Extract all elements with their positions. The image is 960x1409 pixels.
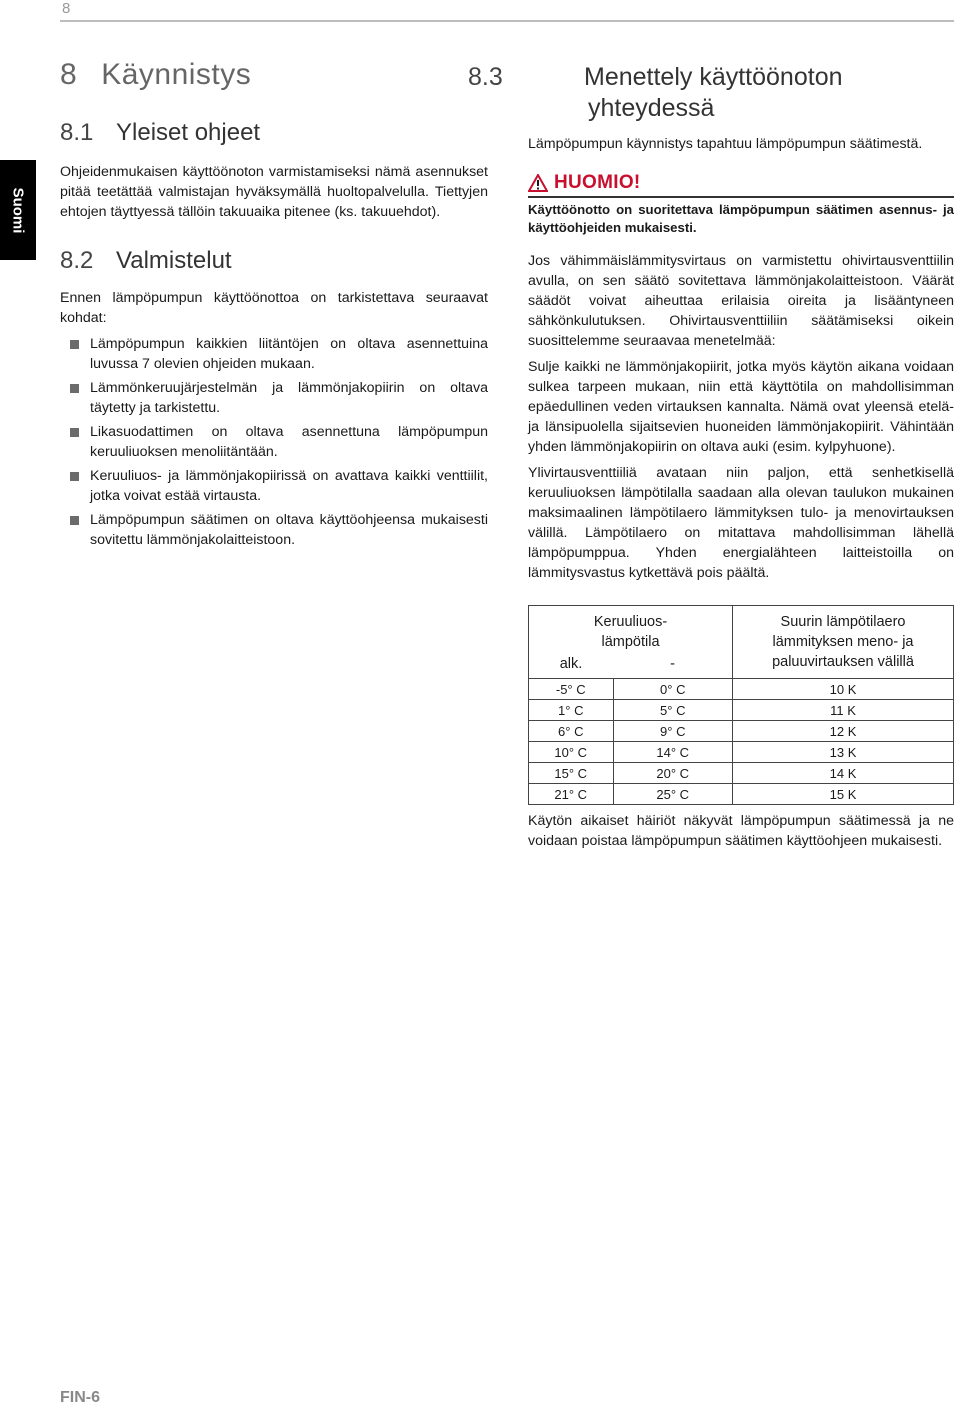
notice-text: Käyttöönotto on suoritettava lämpöpumpun säätimen asennus- ja käyttöohjeiden mukaisesti.	[528, 202, 954, 235]
chapter-title	[60, 58, 488, 92]
list-item: Keruuliuos- ja lämmönjakopiirissä on avattava kaikki venttiilit, jotka voivat estää virtausta.	[60, 466, 488, 506]
section-8-1-title: Yleiset ohjeet	[116, 119, 261, 146]
section-8-3-intro: Lämpöpumpun käynnistys tapahtuu lämpöpumpun säätimestä.	[528, 136, 923, 152]
section-8-2-heading	[60, 246, 488, 276]
table-row: -5° C 0° C 10 K	[529, 679, 954, 700]
section-8-1-heading	[60, 118, 488, 148]
table-header-max-difference: Suurin lämpötilaero lämmityksen meno- ja paluuvirtauksen välillä	[733, 606, 954, 679]
list-item: Likasuodattimen on oltava asennettuna lämpöpumpun keruuliuoksen menoliitäntään.	[60, 422, 488, 462]
warning-triangle-icon	[528, 174, 548, 192]
chapter-number: 8	[60, 58, 78, 91]
square-bullet-icon	[70, 428, 79, 437]
list-item: Lämmönkeruujärjestelmän ja lämmönjakopiirin on oltava täytetty ja tarkistettu.	[60, 378, 488, 418]
section-8-3-title: Menettely käyttöönoton yhteydessä	[584, 63, 843, 122]
table-header-to: -	[613, 653, 733, 679]
table-header-from: alk.	[529, 653, 614, 679]
temperature-difference-table	[528, 605, 954, 805]
section-8-3-heading	[468, 62, 954, 124]
language-tab	[0, 160, 36, 260]
paragraph-overflow-valve: Ylivirtausventtiiliä avataan niin paljon, että senhetkisellä keruuliuoksen lämpötilalla saadaan alla olevan taulukon mukainen maksimaalinen lämpötilaero lämmityksen tulo- ja menovirtauksen välillä. Lämpötilaero on mitattava mahdollisimman lähellä lämpöpumppua. Yhden energialähteen laitteistoilla on lämmitysvastus kytkettävä pois päältä.	[528, 465, 954, 581]
square-bullet-icon	[70, 516, 79, 525]
notice-rule	[528, 196, 954, 198]
section-8-2-title: Valmistelut	[116, 247, 232, 274]
table-row: 21° C 25° C 15 K	[529, 784, 954, 805]
square-bullet-icon	[70, 340, 79, 349]
notice-title: HUOMIO!	[554, 172, 641, 193]
closing-paragraph: Käytön aikaiset häiriöt näkyvät lämpöpumpun säätimessä ja ne voidaan poistaa lämpöpumpun säätimen käyttöohjeen mukaisesti.	[528, 813, 954, 849]
section-8-3-number: 8.3	[468, 63, 503, 91]
language-tab-label: Suomi	[9, 187, 27, 233]
list-item: Lämpöpumpun kaikkien liitäntöjen on oltava asennettuina luvussa 7 olevien ohjeiden mukaan.	[60, 334, 488, 374]
section-8-2-number: 8.2	[60, 247, 94, 274]
square-bullet-icon	[70, 384, 79, 393]
paragraph-bypass-valve: Jos vähimmäislämmitysvirtaus on varmistettu ohivirtausventtiilin avulla, on sen säätö sovitettava lämmönjakolaitteistoon. Väärät säädöt voivat aiheuttaa erilaisia oireita ja lisääntyneen sähkönkulutuksen. Ohivirtausventtiiliin säätämiseksi oikein suosittelemme seuraavaa menetelmää:	[528, 253, 954, 349]
paragraph-close-circuits: Sulje kaikki ne lämmönjakopiirit, jotka myös käytön aikana voidaan sulkea tarpeen mukaan, niin että käyttötila on mahdollisimman epäedullinen veden virtauksen kannalta. Nämä ovat yleensä etelä- ja länsipuolella sijaitsevien huoneiden lämmönjakopiirit. Vähintään yhden lämmönjakopiirin on oltava auki (esim. kylpyhuone).	[528, 359, 954, 455]
square-bullet-icon	[70, 472, 79, 481]
table-row: 6° C 9° C 12 K	[529, 721, 954, 742]
table-row: 10° C 14° C 13 K	[529, 742, 954, 763]
notice-header	[528, 172, 954, 194]
table-row: 1° C 5° C 11 K	[529, 700, 954, 721]
table-header-brine-temperature: Keruuliuos- lämpötila	[529, 606, 733, 654]
header-rule	[60, 20, 954, 22]
table-row: 15° C 20° C 14 K	[529, 763, 954, 784]
left-column	[60, 58, 488, 554]
right-column	[468, 58, 954, 851]
section-8-2-intro: Ennen lämpöpumpun käyttöönottoa on tarkistettava seuraavat kohdat:	[60, 290, 488, 326]
section-8-1-number: 8.1	[60, 119, 94, 146]
preparation-checklist	[60, 334, 488, 550]
page-number: 8	[62, 0, 71, 17]
chapter-title-text: Käynnistys	[101, 58, 252, 91]
list-item: Lämpöpumpun säätimen on oltava käyttöohjeensa mukaisesti sovitettu lämmönjakolaitteistoon.	[60, 510, 488, 550]
section-8-1-text: Ohjeidenmukaisen käyttöönoton varmistamiseksi nämä asennukset pitää teetättää valmistajan hyväksymällä huoltopalvelulla. Tiettyjen ehtojen täyttyessä tällöin takuuaika pitenee (ks. takuuehdot).	[60, 164, 488, 220]
page-code: FIN-6	[60, 1389, 100, 1406]
